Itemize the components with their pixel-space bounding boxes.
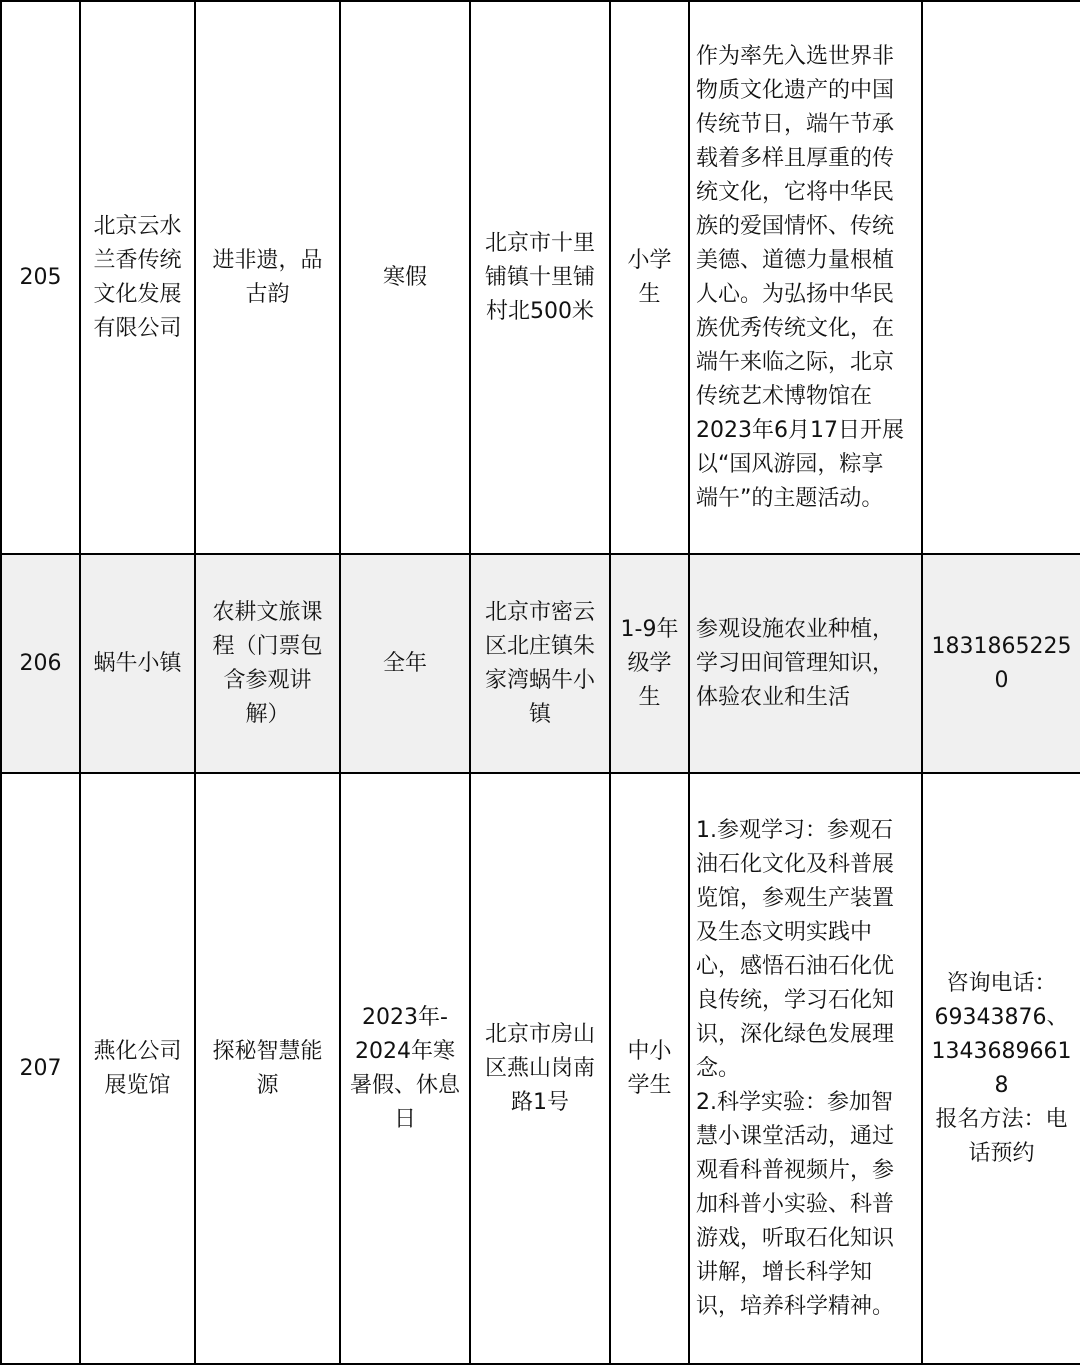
cell-time-line: 2024年寒 (355, 1038, 455, 1064)
cell-description-line: 良传统，学习石化知 (696, 987, 895, 1013)
cell-time-line: 寒假 (382, 264, 427, 290)
cell-id: 206 (1, 554, 80, 773)
cell-contact-line: 69343876、 (934, 1004, 1069, 1030)
cell-organization (80, 1, 195, 554)
cell-address-line: 北京市房山 (484, 1021, 595, 1047)
cell-contact (922, 773, 1080, 1364)
cell-description-line: 心，感悟石油石化优 (696, 953, 895, 979)
cell-activity-line: 解） (245, 701, 290, 727)
cell-description-line: 以“国风游园，粽享 (696, 451, 884, 477)
cell-contact (922, 1, 1080, 554)
cell-contact-line: 报名方法：电 (935, 1106, 1068, 1132)
cell-audience-line: 中小 (627, 1038, 672, 1064)
cell-description-line: 物质文化遗产的中国 (696, 77, 895, 103)
cell-description-line: 传统节日，端午节承 (696, 111, 895, 137)
cell-contact-line: 8 (994, 1072, 1009, 1098)
cell-audience-line: 1-9年 (620, 616, 679, 642)
cell-time-line: 全年 (382, 650, 427, 676)
cell-description-line: 载着多样且厚重的传 (696, 145, 895, 171)
cell-address-line: 北京市十里 (484, 230, 595, 256)
cell-time (340, 554, 470, 773)
cell-description-line: 族的爱国情怀、传统 (696, 213, 895, 239)
cell-description-line: 慧小课堂活动，通过 (696, 1123, 895, 1149)
cell-description-line: 2.科学实验：参加智 (696, 1089, 893, 1115)
cell-audience-line: 小学 (627, 247, 672, 273)
cell-audience-line: 生 (638, 684, 661, 710)
cell-address-line: 路1号 (511, 1089, 569, 1115)
cell-description (689, 554, 922, 773)
cell-time-line: 2023年- (362, 1004, 448, 1030)
cell-id: 207 (1, 773, 80, 1364)
cell-activity-line: 农耕文旅课 (212, 599, 323, 625)
cell-description-line: 体验农业和生活 (696, 684, 851, 710)
cell-audience-line: 级学 (627, 650, 672, 676)
cell-description-line: 2023年6月17日开展 (696, 417, 904, 443)
cell-address-line: 区燕山岗南 (484, 1055, 595, 1081)
cell-description-line: 1.参观学习：参观石 (696, 817, 893, 843)
cell-description-line: 讲解，增长科学知 (696, 1259, 873, 1285)
cell-description-line: 识，深化绿色发展理 (696, 1021, 895, 1047)
cell-activity (195, 773, 340, 1364)
cell-description-line: 人心。为弘扬中华民 (696, 281, 895, 307)
cell-organization-line: 文化发展 (93, 281, 182, 307)
cell-description-line: 览馆，参观生产装置 (696, 885, 895, 911)
cell-activity (195, 554, 340, 773)
cell-address-line: 镇 (528, 701, 551, 727)
cell-address-line: 北京市密云 (484, 599, 595, 625)
cell-description-line: 作为率先入选世界非 (696, 43, 895, 69)
cell-description (689, 1, 922, 554)
cell-description-line: 游戏，听取石化知识 (696, 1225, 895, 1251)
cell-contact-line: 咨询电话： (946, 970, 1057, 996)
cell-audience (610, 773, 689, 1364)
cell-description-line: 端午”的主题活动。 (696, 485, 884, 511)
cell-activity-line: 源 (256, 1072, 279, 1098)
cell-organization (80, 773, 195, 1364)
cell-audience-line: 生 (638, 281, 661, 307)
cell-organization-line: 蜗牛小镇 (93, 650, 182, 676)
cell-description-line: 学习田间管理知识， (696, 650, 895, 676)
cell-organization-line: 展览馆 (104, 1072, 171, 1098)
cell-description-line: 观看科普视频片，参 (696, 1157, 895, 1183)
cell-description-line: 识，培养科学精神。 (696, 1293, 895, 1319)
cell-activity-line: 古韵 (245, 281, 290, 307)
cell-activity-line: 探秘智慧能 (212, 1038, 323, 1064)
table-row (1, 554, 1080, 773)
cell-address (470, 773, 610, 1364)
cell-organization-line: 北京云水 (93, 213, 182, 239)
cell-id: 205 (1, 1, 80, 554)
cell-time-line: 日 (393, 1106, 416, 1132)
cell-description-line: 加科普小实验、科普 (696, 1191, 895, 1217)
cell-audience-line: 学生 (627, 1072, 672, 1098)
cell-activity (195, 1, 340, 554)
cell-activity-line: 程（门票包 (212, 633, 323, 659)
cell-organization-line: 兰香传统 (93, 247, 182, 273)
cell-description-line: 参观设施农业种植， (696, 616, 895, 642)
cell-description-line: 油石化文化及科普展 (696, 851, 895, 877)
cell-contact-line: 1343689661 (931, 1038, 1072, 1064)
cell-organization-line: 有限公司 (93, 315, 182, 341)
cell-description-line: 美德、道德力量根植 (696, 247, 895, 273)
cell-description-line: 传统艺术博物馆在 (696, 383, 873, 409)
cell-audience (610, 554, 689, 773)
cell-address-line: 铺镇十里铺 (484, 264, 595, 290)
cell-time (340, 1, 470, 554)
cell-organization-line: 燕化公司 (93, 1038, 182, 1064)
cell-address-line: 村北500米 (486, 298, 594, 324)
table-row (1, 1, 1080, 554)
cell-activity-line: 进非遗，品 (212, 247, 323, 273)
cell-address-line: 家湾蜗牛小 (484, 667, 595, 693)
cell-contact-line: 1831865225 (931, 633, 1072, 659)
cell-contact-line: 话预约 (968, 1140, 1035, 1166)
cell-address-line: 区北庄镇朱 (484, 633, 595, 659)
cell-description-line: 及生态文明实践中 (696, 919, 873, 945)
cell-description-line: 念。 (696, 1055, 741, 1081)
cell-address (470, 554, 610, 773)
table-row (1, 773, 1080, 1364)
cell-description-line: 端午来临之际，北京 (696, 349, 895, 375)
table-body (1, 1, 1080, 1364)
cell-contact-line: 0 (994, 667, 1009, 693)
cell-description (689, 773, 922, 1364)
cell-audience (610, 1, 689, 554)
cell-description-line: 统文化，它将中华民 (696, 179, 895, 205)
cell-organization (80, 554, 195, 773)
cell-time-line: 暑假、休息 (349, 1072, 460, 1098)
cell-description-line: 族优秀传统文化，在 (696, 315, 895, 341)
cell-time (340, 773, 470, 1364)
cell-address (470, 1, 610, 554)
cell-contact (922, 554, 1080, 773)
cell-activity-line: 含参观讲 (223, 667, 312, 693)
